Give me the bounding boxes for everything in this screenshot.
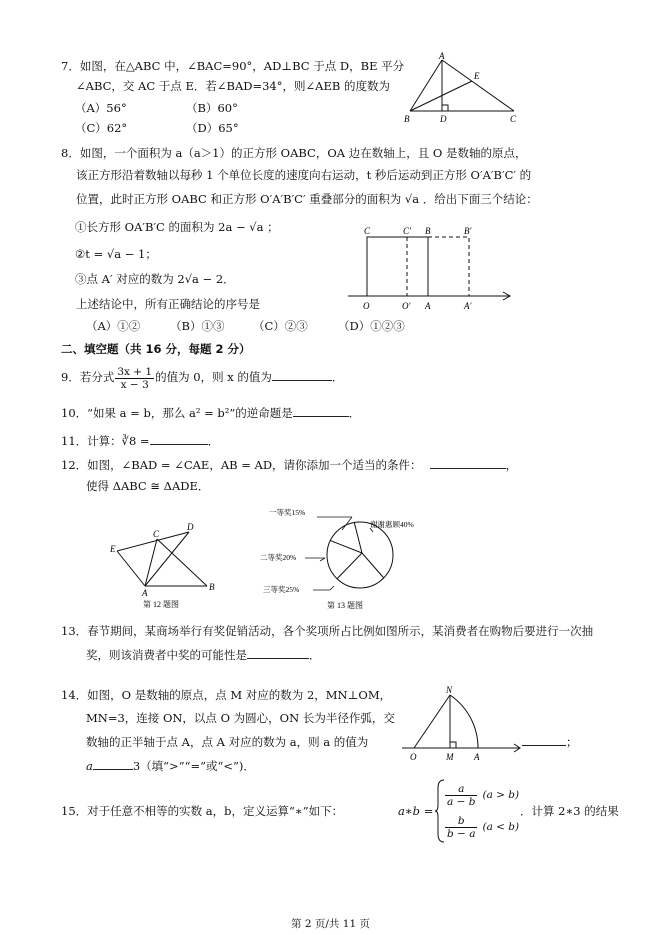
q8-line1: 8．如图，一个面积为 a（a＞1）的正方形 OABC，OA 边在数轴上，且 O 是数轴的原点， bbox=[61, 146, 527, 160]
q7-triangle-figure bbox=[398, 50, 528, 125]
q8-option-b: （B）①③ bbox=[170, 319, 225, 333]
q14-line2: MN=3，连接 ON，以点 O 为圆心，ON 长为半径作弧，交 bbox=[86, 711, 395, 725]
q8-ask: 上述结论中，所有正确结论的序号是 bbox=[76, 297, 260, 311]
q7-line2: ∠ABC，交 AC 于点 E．若∠BAD=34°，则∠AEB 的度数为 bbox=[76, 79, 390, 93]
q9-answer-blank[interactable] bbox=[272, 368, 332, 381]
q14-label-m: M bbox=[446, 752, 454, 762]
q8-squares-figure bbox=[345, 225, 520, 315]
q7-label-a: A bbox=[439, 51, 445, 61]
q7-option-c: （C）62° bbox=[75, 121, 128, 135]
q12-line1 bbox=[61, 456, 517, 473]
q13-line1: 13．春节期间，某商场举行有奖促销活动，各个奖项所占比例如图所示，某消费者在购物后要进行一次抽 bbox=[61, 624, 594, 638]
q14-label-a: A bbox=[474, 752, 480, 762]
q8-conclusion-3: ③点 A′ 对应的数为 2√a − 2． bbox=[75, 272, 235, 286]
q7-option-d: （D）65° bbox=[186, 121, 239, 135]
q12-label-c: C bbox=[153, 529, 160, 539]
q7-option-a: （A）56° bbox=[75, 101, 127, 115]
q8-line2: 该正方形沿着数轴以每秒 1 个单位长度的速度向右运动，t 秒后运动到正方形 O′A′B′C′ 的 bbox=[76, 168, 532, 182]
q10-text: 10．“如果 a = b，那么 a² = b²”的逆命题是 bbox=[61, 406, 293, 420]
q8-option-d: （D）①②③ bbox=[338, 319, 405, 333]
pie-label-first-prize: 一等奖15% bbox=[269, 508, 306, 517]
q15-case2-num: b bbox=[445, 815, 477, 828]
q12-label-a: A bbox=[142, 588, 148, 598]
q11 bbox=[61, 432, 219, 449]
q9-denominator: x − 3 bbox=[120, 378, 149, 391]
q15-case1-fraction bbox=[445, 783, 477, 808]
q13-end: ． bbox=[309, 648, 321, 662]
q10-answer-blank[interactable] bbox=[293, 404, 349, 417]
q15-post: ．计算 2∗3 的结果 bbox=[520, 804, 619, 818]
q14-side bbox=[522, 733, 578, 750]
q15-case1-num: a bbox=[445, 783, 477, 796]
q12-figure bbox=[105, 522, 220, 612]
q10 bbox=[61, 404, 360, 421]
q7-label-e: E bbox=[474, 71, 480, 81]
pie-slice-second-prize bbox=[330, 541, 362, 553]
q9-post: 的值为 0，则 x 的值为 bbox=[155, 370, 272, 384]
q7-option-b: （B）60° bbox=[186, 101, 238, 115]
q8-label-c-prime: C′ bbox=[403, 226, 411, 236]
q12-label-b: B bbox=[209, 582, 215, 592]
q15-text: 15．对于任意不相等的实数 a，b，定义运算“∗”如下： bbox=[61, 804, 344, 818]
q7-line1: 7．如图，在△ABC 中，∠BAC=90°，AD⊥BC 于点 D，BE 平分 bbox=[61, 59, 405, 73]
q11-text: 11．计算：∛8 = bbox=[61, 434, 150, 448]
page-footer: 第 2 页/共 11 页 bbox=[291, 918, 370, 930]
q13-line2-text: 奖，则该消费者中奖的可能性是 bbox=[86, 648, 247, 662]
q9-end: ． bbox=[331, 370, 344, 384]
pie-slice-no-prize bbox=[362, 553, 384, 578]
q8-line3 bbox=[76, 191, 538, 207]
pie-slice-first-prize bbox=[354, 523, 362, 553]
q14-line4 bbox=[86, 757, 255, 774]
q14-side-end: ； bbox=[566, 735, 578, 749]
q8-label-a: A bbox=[425, 301, 431, 311]
q15-case1-cond: (a > b) bbox=[482, 789, 520, 801]
q12-label-e: E bbox=[110, 544, 116, 554]
q14-label-n: N bbox=[446, 686, 453, 695]
q8-line3-c: ．给出下面三个结论： bbox=[422, 192, 538, 206]
q15-case-2 bbox=[444, 812, 519, 841]
pie-label-second-prize: 二等奖20% bbox=[260, 553, 297, 562]
section-2-heading: 二、填空题（共 16 分，每题 2 分） bbox=[61, 342, 251, 356]
q8-conclusion-2: ②t = √a − 1； bbox=[75, 247, 157, 261]
q14-line4-b: 3（填“>”“=”或“<”)． bbox=[132, 759, 255, 773]
q14-compare-blank[interactable] bbox=[93, 757, 133, 770]
q15-case2-fraction bbox=[445, 815, 477, 840]
q9-pre: 9．若分式 bbox=[61, 370, 115, 384]
q8-label-a-prime: A′ bbox=[464, 301, 472, 311]
q11-answer-blank[interactable] bbox=[150, 432, 208, 445]
q9-numerator: 3x + 1 bbox=[117, 365, 153, 378]
q12-answer-blank[interactable] bbox=[430, 456, 506, 469]
q14-line1: 14．如图，O 是数轴的原点，点 M 对应的数为 2，MN⊥OM， bbox=[61, 688, 392, 702]
q12-text: 12．如图，∠BAD = ∠CAE，AB = AD，请你添加一个适当的条件： bbox=[61, 458, 422, 472]
q15-case-1 bbox=[444, 780, 519, 809]
q8-conclusion-1: ①长方形 OA′B′C 的面积为 2a − √a ； bbox=[75, 220, 279, 234]
q9 bbox=[61, 362, 343, 392]
q7-label-b: B bbox=[404, 114, 410, 124]
q8-label-b-prime: B′ bbox=[464, 226, 472, 236]
pie-label-no-prize: 谢谢惠顾40% bbox=[370, 520, 414, 529]
q13-caption: 第 13 题图 bbox=[327, 601, 363, 610]
pie-label-third-prize: 三等奖25% bbox=[263, 585, 300, 594]
q14-line4-a: a bbox=[86, 759, 93, 773]
q12-label-d: D bbox=[187, 522, 194, 532]
q8-option-a: （A）①② bbox=[86, 319, 141, 333]
pie-slice-third-prize bbox=[337, 553, 362, 579]
q15-case2-den: b − a bbox=[447, 827, 476, 840]
q7-label-d: D bbox=[440, 114, 447, 124]
q8-label-b: B bbox=[425, 226, 431, 236]
q8-label-o: O bbox=[363, 301, 370, 311]
q8-label-c: C bbox=[364, 226, 371, 236]
q8-line3-a: 位置，此时正方形 OABC 和正方形 O′A′B′C′ 重叠部分的面积为 bbox=[76, 192, 402, 206]
q15-case1-den: a − b bbox=[447, 795, 476, 808]
q14-side-blank[interactable] bbox=[522, 733, 566, 746]
q8-line3-sqrt: √a bbox=[404, 192, 420, 206]
q13-answer-blank[interactable] bbox=[247, 646, 309, 659]
q14-figure bbox=[400, 686, 525, 764]
q12-caption: 第 12 题图 bbox=[143, 600, 179, 609]
q12-line1-end: ， bbox=[505, 458, 518, 472]
q13-pie-figure bbox=[255, 500, 435, 615]
q14-line3: 数轴的正半轴于点 A，点 A 对应的数为 a，则 a 的值为 bbox=[86, 735, 369, 749]
q8-label-o-prime: O′ bbox=[402, 301, 411, 311]
q12-line2: 使得 ΔABC ≅ ΔADE． bbox=[86, 479, 210, 493]
q7-label-c: C bbox=[510, 114, 517, 124]
q13-line2 bbox=[86, 646, 321, 663]
q8-option-c: （C）②③ bbox=[253, 319, 308, 333]
q9-fraction bbox=[115, 366, 154, 391]
q10-end: ． bbox=[348, 406, 361, 420]
q15-case2-cond: (a < b) bbox=[482, 821, 520, 833]
q11-end: ． bbox=[207, 434, 220, 448]
q14-label-o: O bbox=[410, 752, 417, 762]
q15-lhs: a∗b = bbox=[398, 804, 434, 818]
